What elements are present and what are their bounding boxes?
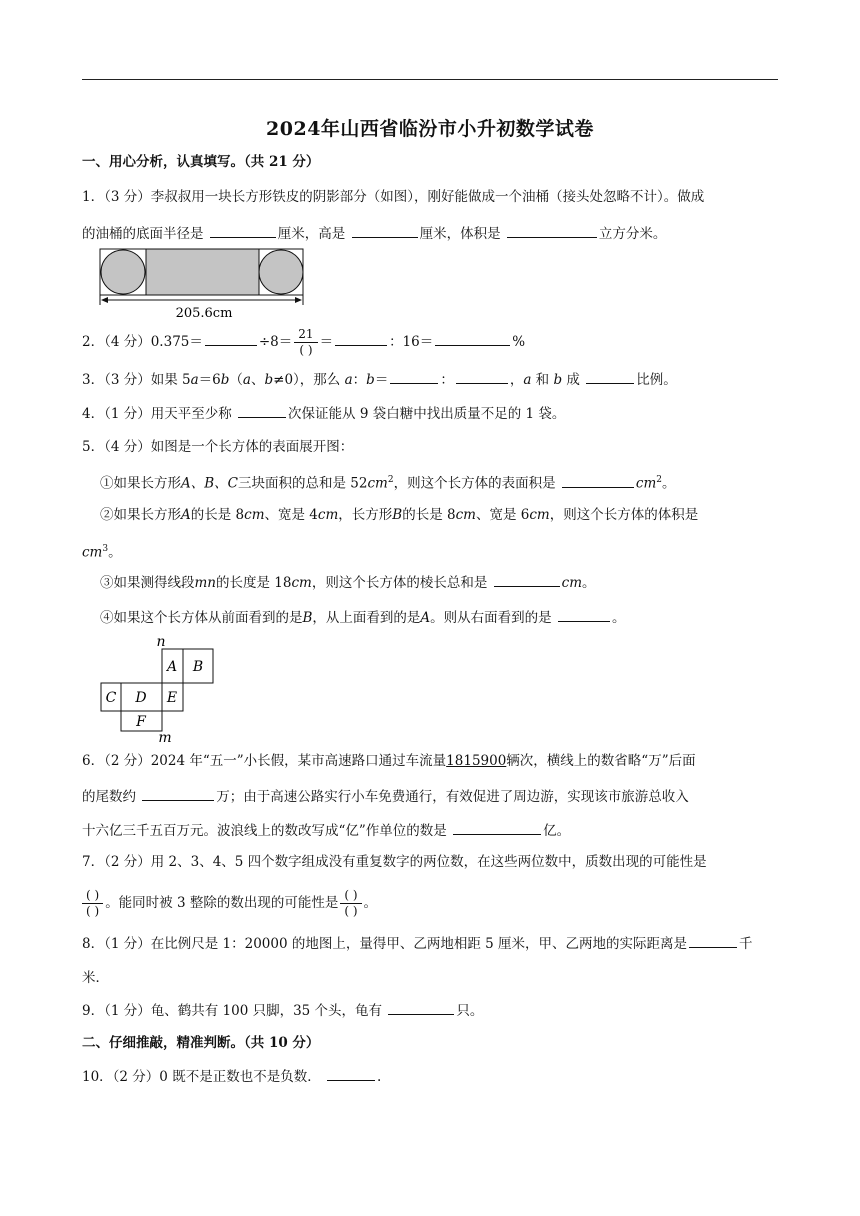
q2-blank-1[interactable] [205,331,257,346]
q5-sub4: ④如果这个长方体从前面看到的是B，从上面看到的是A。则从右面看到的是 。 [100,607,625,628]
q1-line2: 的油桶的底面半径是 厘米，高是 厘米，体积是 立方分米。 [82,223,666,244]
q5-net-E: E [166,690,178,706]
q5-intro: 5．（4 分）如图是一个长方体的表面展开图： [82,439,354,455]
q5-net-B: B [192,659,204,675]
q5-net-m: m [158,730,172,744]
q1-volume-blank[interactable] [507,223,597,238]
q9-line: 9．（1 分）龟、鹤共有 100 只脚，35 个头，龟有 只。 [82,1000,483,1021]
q3-line: 3．（3 分）如果 5a＝6b（a、b≠0），那么 a：b＝ ： ，a 和 b 成 比例。 [82,369,677,390]
q6-line3: 十六亿三千五百万元。波浪线上的数改写成“亿”作单位的数是 亿。 [82,820,570,841]
q1-figure-label: 205.6cm [175,306,233,319]
q1-circle-left [101,250,145,294]
q8-line1: 8．（1 分）在比例尺是 1：20000 的地图上，量得甲、乙两地相距 5 厘米，甲、乙两地的实际距离是 千 [82,933,753,954]
section-2-heading: 二、仔细推敲，精准判断。（共 10 分） [82,1035,320,1051]
page-title: 2024年山西省临汾市小升初数学试卷 [266,118,594,140]
q5-blank-4[interactable] [558,607,610,622]
q1-radius-blank[interactable] [210,223,276,238]
q2-line: 2．（4 分）0.375＝ ÷8＝ $\frac{21}{( )}$ ＝ ：16＝ % [82,327,526,357]
q5-blank-1[interactable] [562,473,634,488]
q10-blank[interactable] [327,1066,375,1081]
q7-fraction-2[interactable]: $\frac{( )}{( )}$ [340,888,361,919]
q5-sub3: ③如果测得线段mn的长度是 18cm，则这个长方体的棱长总和是 cm。 [100,572,596,593]
q3-blank-3[interactable] [586,369,634,384]
q4-blank[interactable] [238,403,286,418]
q5-net-D: D [135,690,147,706]
q2-fraction: $\frac{21}{( )}$ [294,327,317,358]
q5-sub1: ①如果长方形A、B、C三块面积的总和是 $52cm^2$，则这个长方体的表面积是 $cm^2$。 [100,470,676,494]
q5-blank-3[interactable] [494,572,560,587]
q7-fraction-1[interactable]: $\frac{( )}{( )}$ [82,888,103,919]
q5-net-figure [97,632,222,744]
q2-blank-2[interactable] [335,331,387,346]
q6-line2: 的尾数约 万；由于高速公路实行小车免费通行，有效促进了周边游，实现该市旅游总收入 [82,786,689,807]
q7-line2: $\frac{( )}{( )}$ 。能同时被 3 整除的数出现的可能性是 $\frac{( )}{( )}$ 。 [82,886,377,920]
q6-line1: 6．（2 分）2024 年“五一”小长假，某市高速路口通过车流量1815900辆次，横线上的数省略“万”后面 [82,753,696,769]
q8-blank[interactable] [689,933,737,948]
q5-net-C: C [105,690,117,706]
q7-line1: 7．（2 分）用 2、3、4、5 四个数字组成没有重复数字的两位数，在这些两位数中，质数出现的可能性是 [82,854,707,870]
q5-sub2: ②如果长方形A的长是 8cm、宽是 4cm，长方形B的长是 8cm、宽是 6cm，则这个长方体的体积是 [100,507,699,523]
q8-line2: 米． [82,970,109,986]
q1-shaded-rect [146,249,259,295]
q4-line: 4．（1 分）用天平至少称 次保证能从 9 袋白糖中找出质量不足的 1 袋。 [82,403,565,424]
q5-net-n: n [156,634,166,650]
q9-blank[interactable] [388,1000,454,1015]
section-1-heading: 一、用心分析，认真填写。（共 21 分） [82,154,320,170]
q3-blank-1[interactable] [390,369,438,384]
q1-height-blank[interactable] [352,223,418,238]
q1-line1: 1．（3 分）李叔叔用一块长方形铁皮的阴影部分（如图），刚好能做成一个油桶（接头处忽略不计）。做成 [82,189,705,205]
q1-figure [97,247,309,319]
header-rule [82,79,778,80]
q6-underlined-number: 1815900 [446,753,507,769]
q10-line: 10．（2 分）0 既不是正数也不是负数． . [82,1066,381,1087]
q6-blank-1[interactable] [142,786,214,801]
q3-blank-2[interactable] [456,369,508,384]
q6-blank-2[interactable] [453,820,541,835]
q5-net-F: F [136,714,146,730]
q5-net-A: A [166,659,178,675]
q5-sub2-cont: $cm^3$。 [82,544,122,561]
q2-blank-3[interactable] [435,331,510,346]
q1-circle-right [259,250,303,294]
